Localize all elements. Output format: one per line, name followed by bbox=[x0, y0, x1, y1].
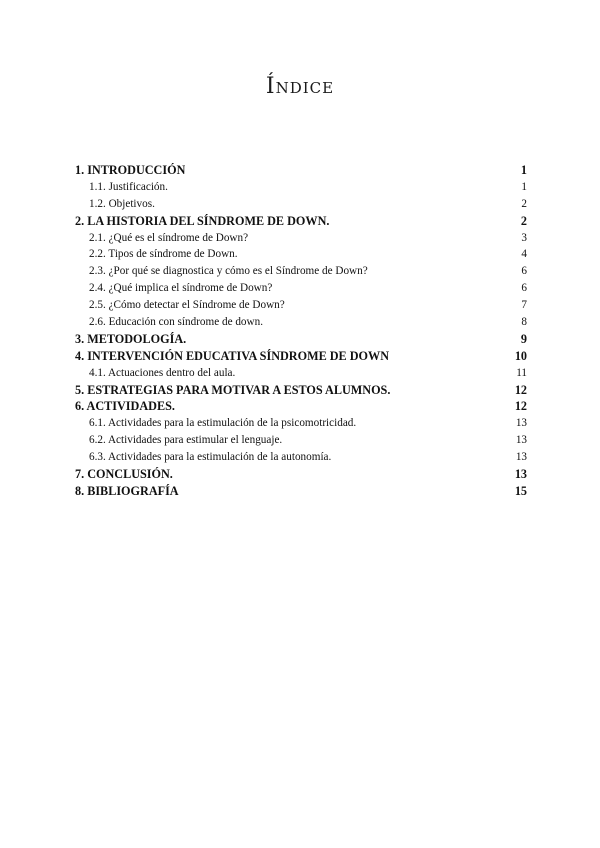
toc-entry-page-number: 12 bbox=[514, 382, 527, 397]
toc-section-entry[interactable] bbox=[75, 213, 527, 230]
toc-entry-label: 1.2. Objetivos. bbox=[89, 197, 155, 210]
toc-entry-label: 2.3. ¿Por qué se diagnostica y cómo es el Síndrome de Down? bbox=[89, 265, 368, 278]
toc-entry-page-number: 7 bbox=[521, 299, 527, 312]
toc-entry-label: 4.1. Actuaciones dentro del aula. bbox=[89, 366, 236, 379]
toc-subsection-entry[interactable] bbox=[75, 297, 527, 314]
toc-section-entry[interactable] bbox=[75, 382, 527, 399]
toc-entry-page-number: 6 bbox=[521, 282, 527, 295]
toc-subsection-entry[interactable] bbox=[75, 314, 527, 331]
toc-entry-label: 5. ESTRATEGIAS PARA MOTIVAR A ESTOS ALUMNOS. bbox=[75, 382, 391, 397]
toc-entry-page-number: 2 bbox=[520, 213, 527, 228]
toc-entry-label: 6.2. Actividades para estimular el lenguaje. bbox=[89, 434, 283, 447]
toc-entry-page-number: 11 bbox=[516, 366, 527, 379]
toc-entry-label: 3. METODOLOGÍA. bbox=[75, 331, 187, 346]
toc-subsection-entry[interactable] bbox=[75, 246, 527, 263]
toc-entry-label: 4. INTERVENCIÓN EDUCATIVA SÍNDROME DE DOWN bbox=[75, 348, 390, 363]
toc-entry-page-number: 1 bbox=[520, 163, 527, 177]
toc-section-entry[interactable] bbox=[75, 483, 527, 500]
toc-entry-label: 8. BIBLIOGRAFÍA bbox=[75, 483, 179, 498]
page-title: Índice bbox=[265, 74, 335, 99]
toc-subsection-entry[interactable] bbox=[75, 432, 527, 449]
toc-entry-page-number: 9 bbox=[520, 331, 527, 346]
toc-section-entry[interactable] bbox=[75, 348, 527, 365]
toc-entry-page-number: 4 bbox=[521, 248, 527, 261]
toc-subsection-entry[interactable] bbox=[75, 263, 527, 280]
toc-section-entry[interactable] bbox=[75, 162, 527, 179]
toc-subsection-entry[interactable] bbox=[75, 280, 527, 297]
toc-entry-label: 6.1. Actividades para la estimulación de la psicomotricidad. bbox=[89, 417, 357, 430]
toc-entry-page-number: 1 bbox=[521, 180, 527, 193]
toc-section-entry[interactable] bbox=[75, 398, 527, 415]
toc-entry-page-number: 12 bbox=[514, 399, 527, 414]
toc-section-entry[interactable] bbox=[75, 466, 527, 483]
toc-entry-label: 7. CONCLUSIÓN. bbox=[75, 467, 173, 482]
toc-entry-label: 1. INTRODUCCIÓN bbox=[75, 163, 186, 177]
table-of-contents bbox=[75, 162, 527, 500]
toc-entry-page-number: 6 bbox=[521, 265, 527, 278]
toc-entry-page-number: 8 bbox=[521, 316, 527, 329]
toc-entry-page-number: 3 bbox=[521, 231, 527, 244]
toc-entry-label: 2. LA HISTORIA DEL SÍNDROME DE DOWN. bbox=[75, 213, 330, 228]
toc-entry-label: 2.4. ¿Qué implica el síndrome de Down? bbox=[89, 282, 273, 295]
toc-entry-page-number: 15 bbox=[514, 483, 527, 498]
toc-subsection-entry[interactable] bbox=[75, 365, 527, 382]
toc-subsection-entry[interactable] bbox=[75, 196, 527, 213]
toc-entry-label: 2.5. ¿Cómo detectar el Síndrome de Down? bbox=[89, 299, 285, 312]
toc-entry-label: 1.1. Justificación. bbox=[89, 180, 168, 193]
toc-entry-page-number: 13 bbox=[514, 467, 527, 482]
toc-subsection-entry[interactable] bbox=[75, 179, 527, 196]
toc-entry-label: 2.6. Educación con síndrome de down. bbox=[89, 316, 263, 329]
toc-entry-label: 6. ACTIVIDADES. bbox=[75, 399, 175, 414]
toc-entry-page-number: 13 bbox=[515, 451, 527, 464]
toc-entry-label: 2.1. ¿Qué es el síndrome de Down? bbox=[89, 231, 249, 244]
toc-entry-page-number: 13 bbox=[515, 417, 527, 430]
toc-entry-page-number: 2 bbox=[521, 197, 527, 210]
toc-subsection-entry[interactable] bbox=[75, 449, 527, 466]
toc-section-entry[interactable] bbox=[75, 331, 527, 348]
toc-entry-page-number: 13 bbox=[515, 434, 527, 447]
toc-subsection-entry[interactable] bbox=[75, 230, 527, 247]
toc-entry-page-number: 10 bbox=[514, 348, 527, 363]
toc-subsection-entry[interactable] bbox=[75, 415, 527, 432]
toc-entry-label: 2.2. Tipos de síndrome de Down. bbox=[89, 248, 238, 261]
toc-entry-label: 6.3. Actividades para la estimulación de la autonomía. bbox=[89, 451, 332, 464]
